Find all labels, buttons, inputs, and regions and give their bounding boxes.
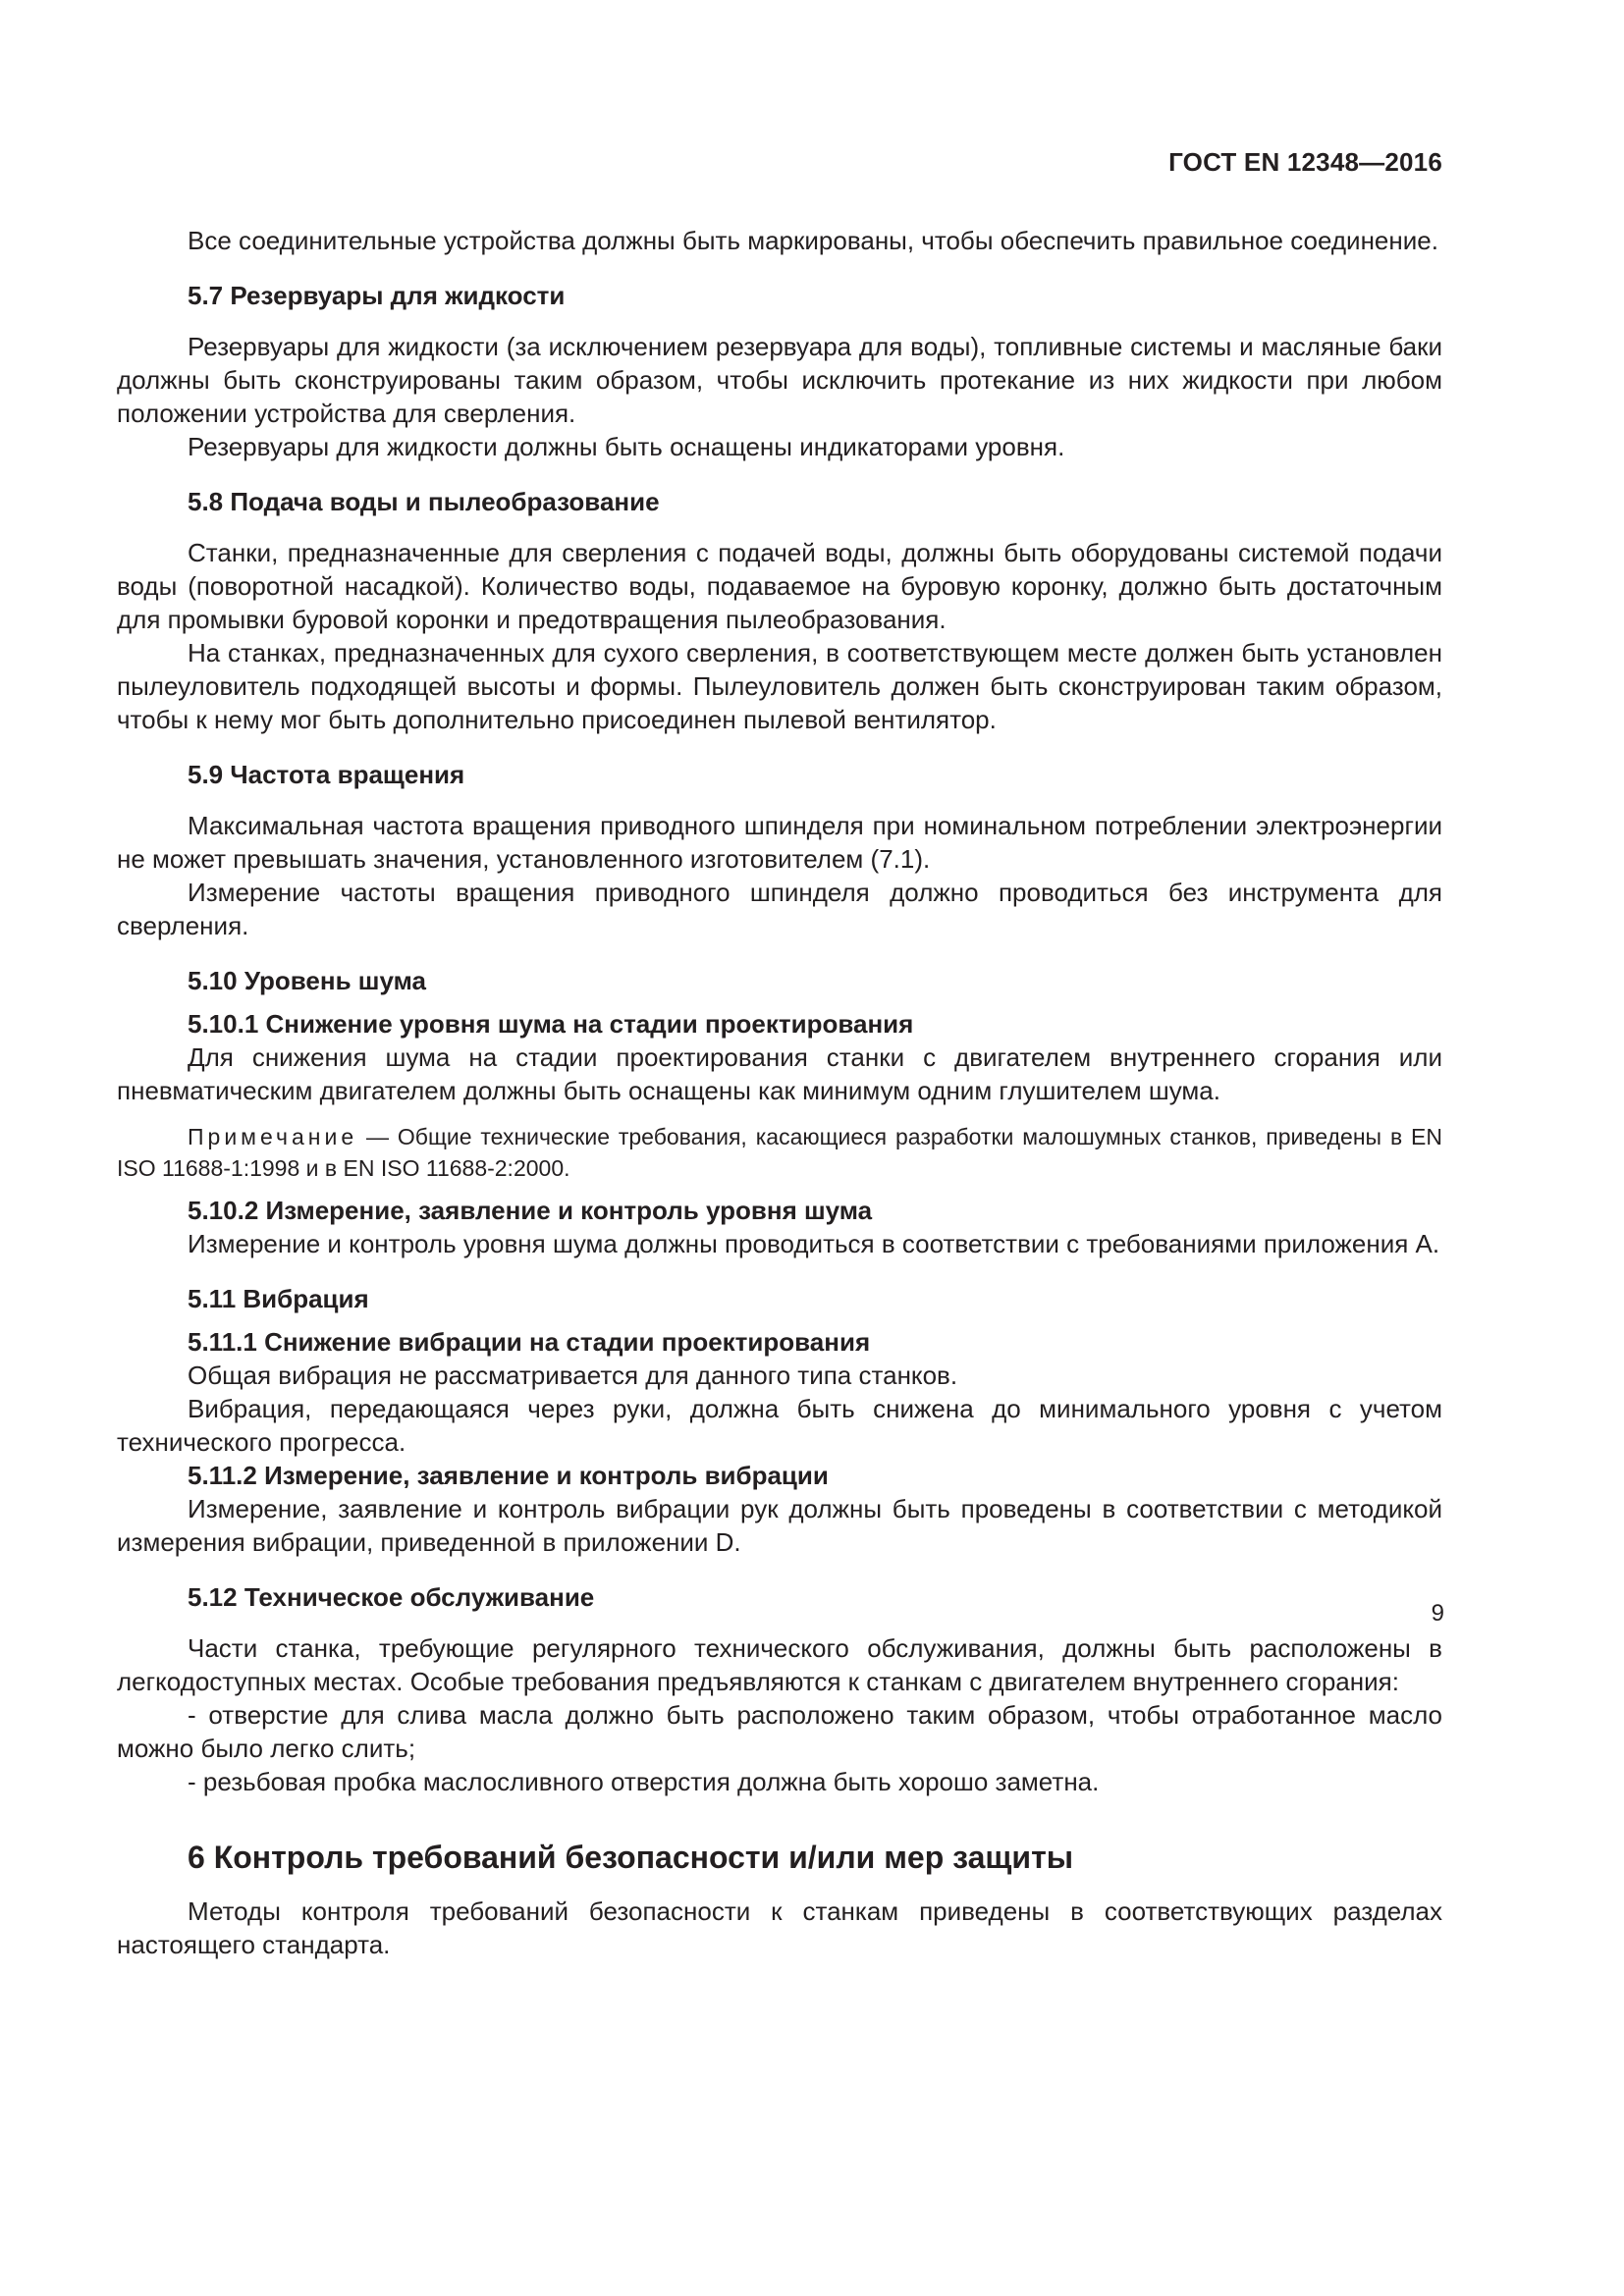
section-5-10-2-paragraph: Измерение и контроль уровня шума должны проводиться в соответствии с требованиями приложения А. bbox=[188, 1229, 1440, 1258]
section-5-8-paragraph-1: Станки, предназначенные для сверления с подачей воды, должны быть оборудованы системой подачи воды (поворотной насадкой). Количество воды, подаваемое на буровую коронку, должно быть достаточным для промывки буровой коронки и предотвращения пылеобразования. bbox=[117, 538, 1442, 634]
section-5-7-heading: 5.7 Резервуары для жидкости bbox=[188, 281, 566, 310]
section-5-12-list-item-1: - отверстие для слива масла должно быть расположено таким образом, чтобы отработанное масло можно было легко слить; bbox=[117, 1700, 1442, 1763]
section-5-10-2-heading: 5.10.2 Измерение, заявление и контроль уровня шума bbox=[188, 1196, 873, 1225]
section-5-8-heading: 5.8 Подача воды и пылеобразование bbox=[188, 487, 660, 516]
section-5-11-1-paragraph-2: Вибрация, передающаяся через руки, должна быть снижена до минимального уровня с учетом технического прогресса. bbox=[117, 1394, 1442, 1457]
section-5-7-paragraph-2: Резервуары для жидкости должны быть оснащены индикаторами уровня. bbox=[188, 432, 1065, 461]
document-header: ГОСТ EN 12348—2016 bbox=[1168, 147, 1442, 177]
section-5-12-heading: 5.12 Техническое обслуживание bbox=[188, 1582, 595, 1612]
section-5-9-paragraph-2: Измерение частоты вращения приводного шпинделя должно проводиться без инструмента для сверления. bbox=[117, 878, 1442, 940]
section-5-8-paragraph-2: На станках, предназначенных для сухого сверления, в соответствующем месте должен быть установлен пылеуловитель подходящей высоты и формы. Пылеуловитель должен быть сконструирован таким образом, чтобы к нему мог быть дополнительно присоединен пылевой вентилятор. bbox=[117, 638, 1442, 734]
page-content bbox=[117, 224, 1442, 1961]
section-5-10-heading: 5.10 Уровень шума bbox=[188, 966, 426, 995]
section-5-10-1-paragraph: Для снижения шума на стадии проектирования станки с двигателем внутреннего сгорания или пневматическим двигателем должны быть оснащены как минимум одним глушителем шума. bbox=[117, 1042, 1442, 1105]
section-5-11-1-heading: 5.11.1 Снижение вибрации на стадии проектирования bbox=[188, 1327, 871, 1357]
page-number: 9 bbox=[1431, 1600, 1444, 1627]
section-5-12-list-item-2: - резьбовая пробка маслосливного отверстия должна быть хорошо заметна. bbox=[188, 1767, 1100, 1796]
intro-paragraph: Все соединительные устройства должны быть маркированы, чтобы обеспечить правильное соединение. bbox=[188, 226, 1438, 255]
section-5-12-paragraph: Части станка, требующие регулярного технического обслуживания, должны быть расположены в легкодоступных местах. Особые требования предъявляются к станкам с двигателем внутреннего сгорания: bbox=[117, 1633, 1442, 1696]
note-label: Примечание bbox=[188, 1124, 358, 1149]
note-paragraph bbox=[117, 1121, 1442, 1184]
section-5-11-heading: 5.11 Вибрация bbox=[188, 1284, 369, 1313]
section-5-10-1-heading: 5.10.1 Снижение уровня шума на стадии проектирования bbox=[188, 1009, 914, 1039]
section-5-7-paragraph-1: Резервуары для жидкости (за исключением резервуара для воды), топливные системы и масляные баки должны быть сконструированы таким образом, чтобы исключить протекание из них жидкости при любом положении устройства для сверления. bbox=[117, 332, 1442, 428]
section-6-paragraph: Методы контроля требований безопасности к станкам приведены в соответствующих разделах настоящего стандарта. bbox=[117, 1896, 1442, 1959]
section-5-11-2-heading: 5.11.2 Измерение, заявление и контроль вибрации bbox=[188, 1461, 829, 1490]
section-5-9-paragraph-1: Максимальная частота вращения приводного шпинделя при номинальном потреблении электроэнергии не может превышать значения, установленного изготовителем (7.1). bbox=[117, 811, 1442, 874]
section-5-9-heading: 5.9 Частота вращения bbox=[188, 760, 465, 789]
note-text: — Общие технические требования, касающиеся разработки малошумных станков, приведены в EN ISO 11688-1:1998 и в EN ISO 11688-2:2000. bbox=[117, 1124, 1442, 1181]
section-5-11-2-paragraph: Измерение, заявление и контроль вибрации рук должны быть проведены в соответствии с методикой измерения вибрации, приведенной в приложении D. bbox=[117, 1494, 1442, 1557]
section-6-heading: 6 Контроль требований безопасности и/или мер защиты bbox=[188, 1840, 1074, 1875]
section-5-11-1-paragraph-1: Общая вибрация не рассматривается для данного типа станков. bbox=[188, 1361, 958, 1390]
